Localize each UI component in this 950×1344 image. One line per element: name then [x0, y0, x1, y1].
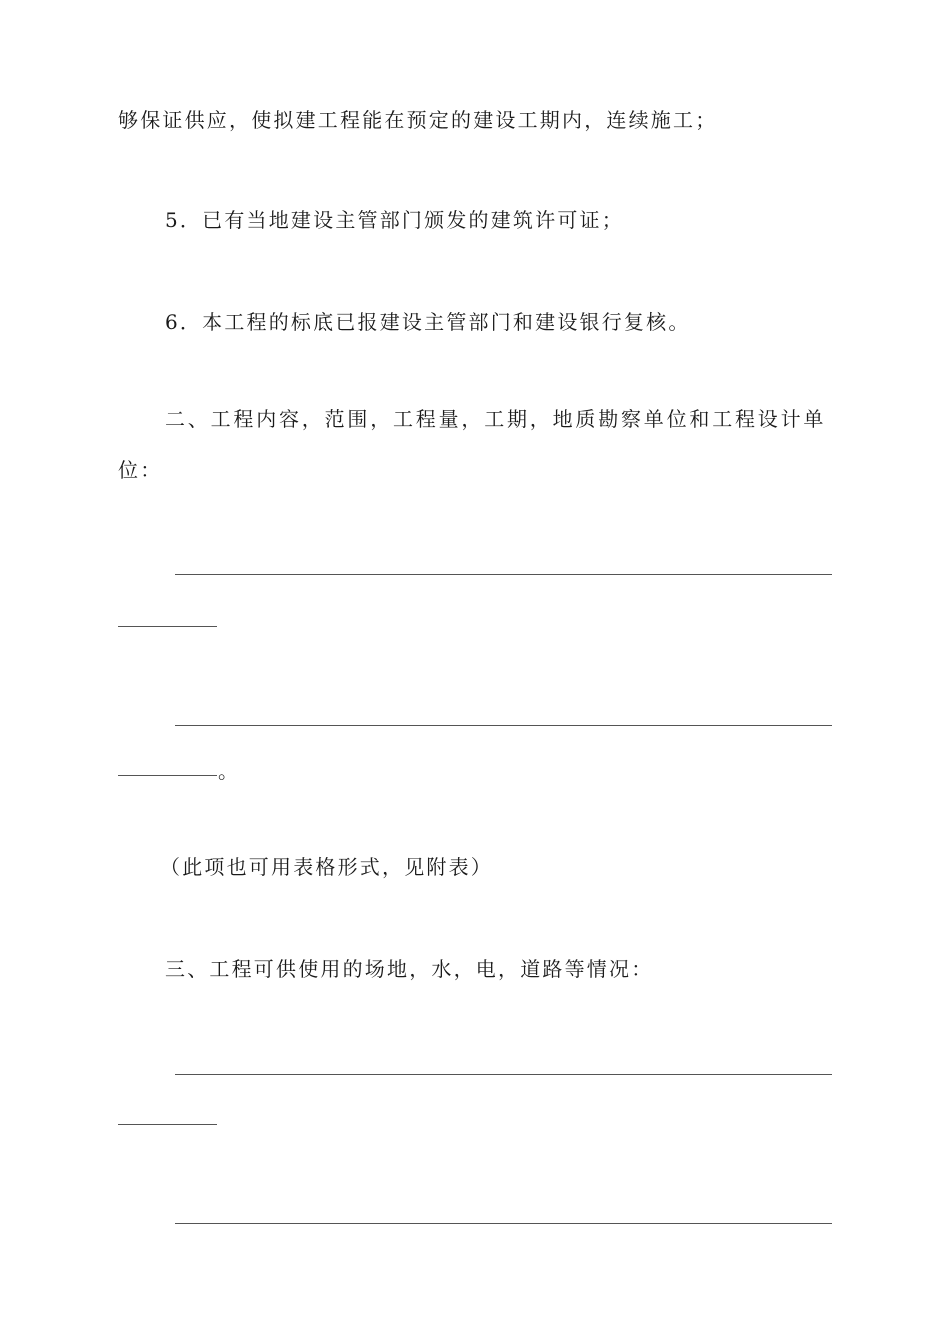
table-form-note: （此项也可用表格形式，见附表）: [160, 855, 493, 879]
blank-line: [118, 775, 217, 776]
blank-line: [175, 1223, 832, 1224]
section-3-heading: 三、工程可供使用的场地，水，电，道路等情况：: [165, 957, 654, 981]
blank-line: [175, 574, 832, 575]
paragraph-item-6-tender: 6．本工程的标底已报建设主管部门和建设银行复核。: [165, 310, 691, 334]
blank-line: [118, 1124, 217, 1125]
paragraph-supply-guarantee: 够保证供应，使拟建工程能在预定的建设工期内，连续施工；: [118, 108, 718, 132]
blank-line: [175, 1074, 832, 1075]
period-mark: 。: [218, 759, 238, 783]
section-2-heading-line2: 位：: [118, 458, 163, 482]
blank-line: [175, 725, 832, 726]
section-2-heading-line1: 二、工程内容，范围，工程量，工期，地质勘察单位和工程设计单: [165, 407, 827, 431]
paragraph-item-5-permit: 5．已有当地建设主管部门颁发的建筑许可证；: [165, 208, 624, 232]
blank-line: [118, 626, 217, 627]
